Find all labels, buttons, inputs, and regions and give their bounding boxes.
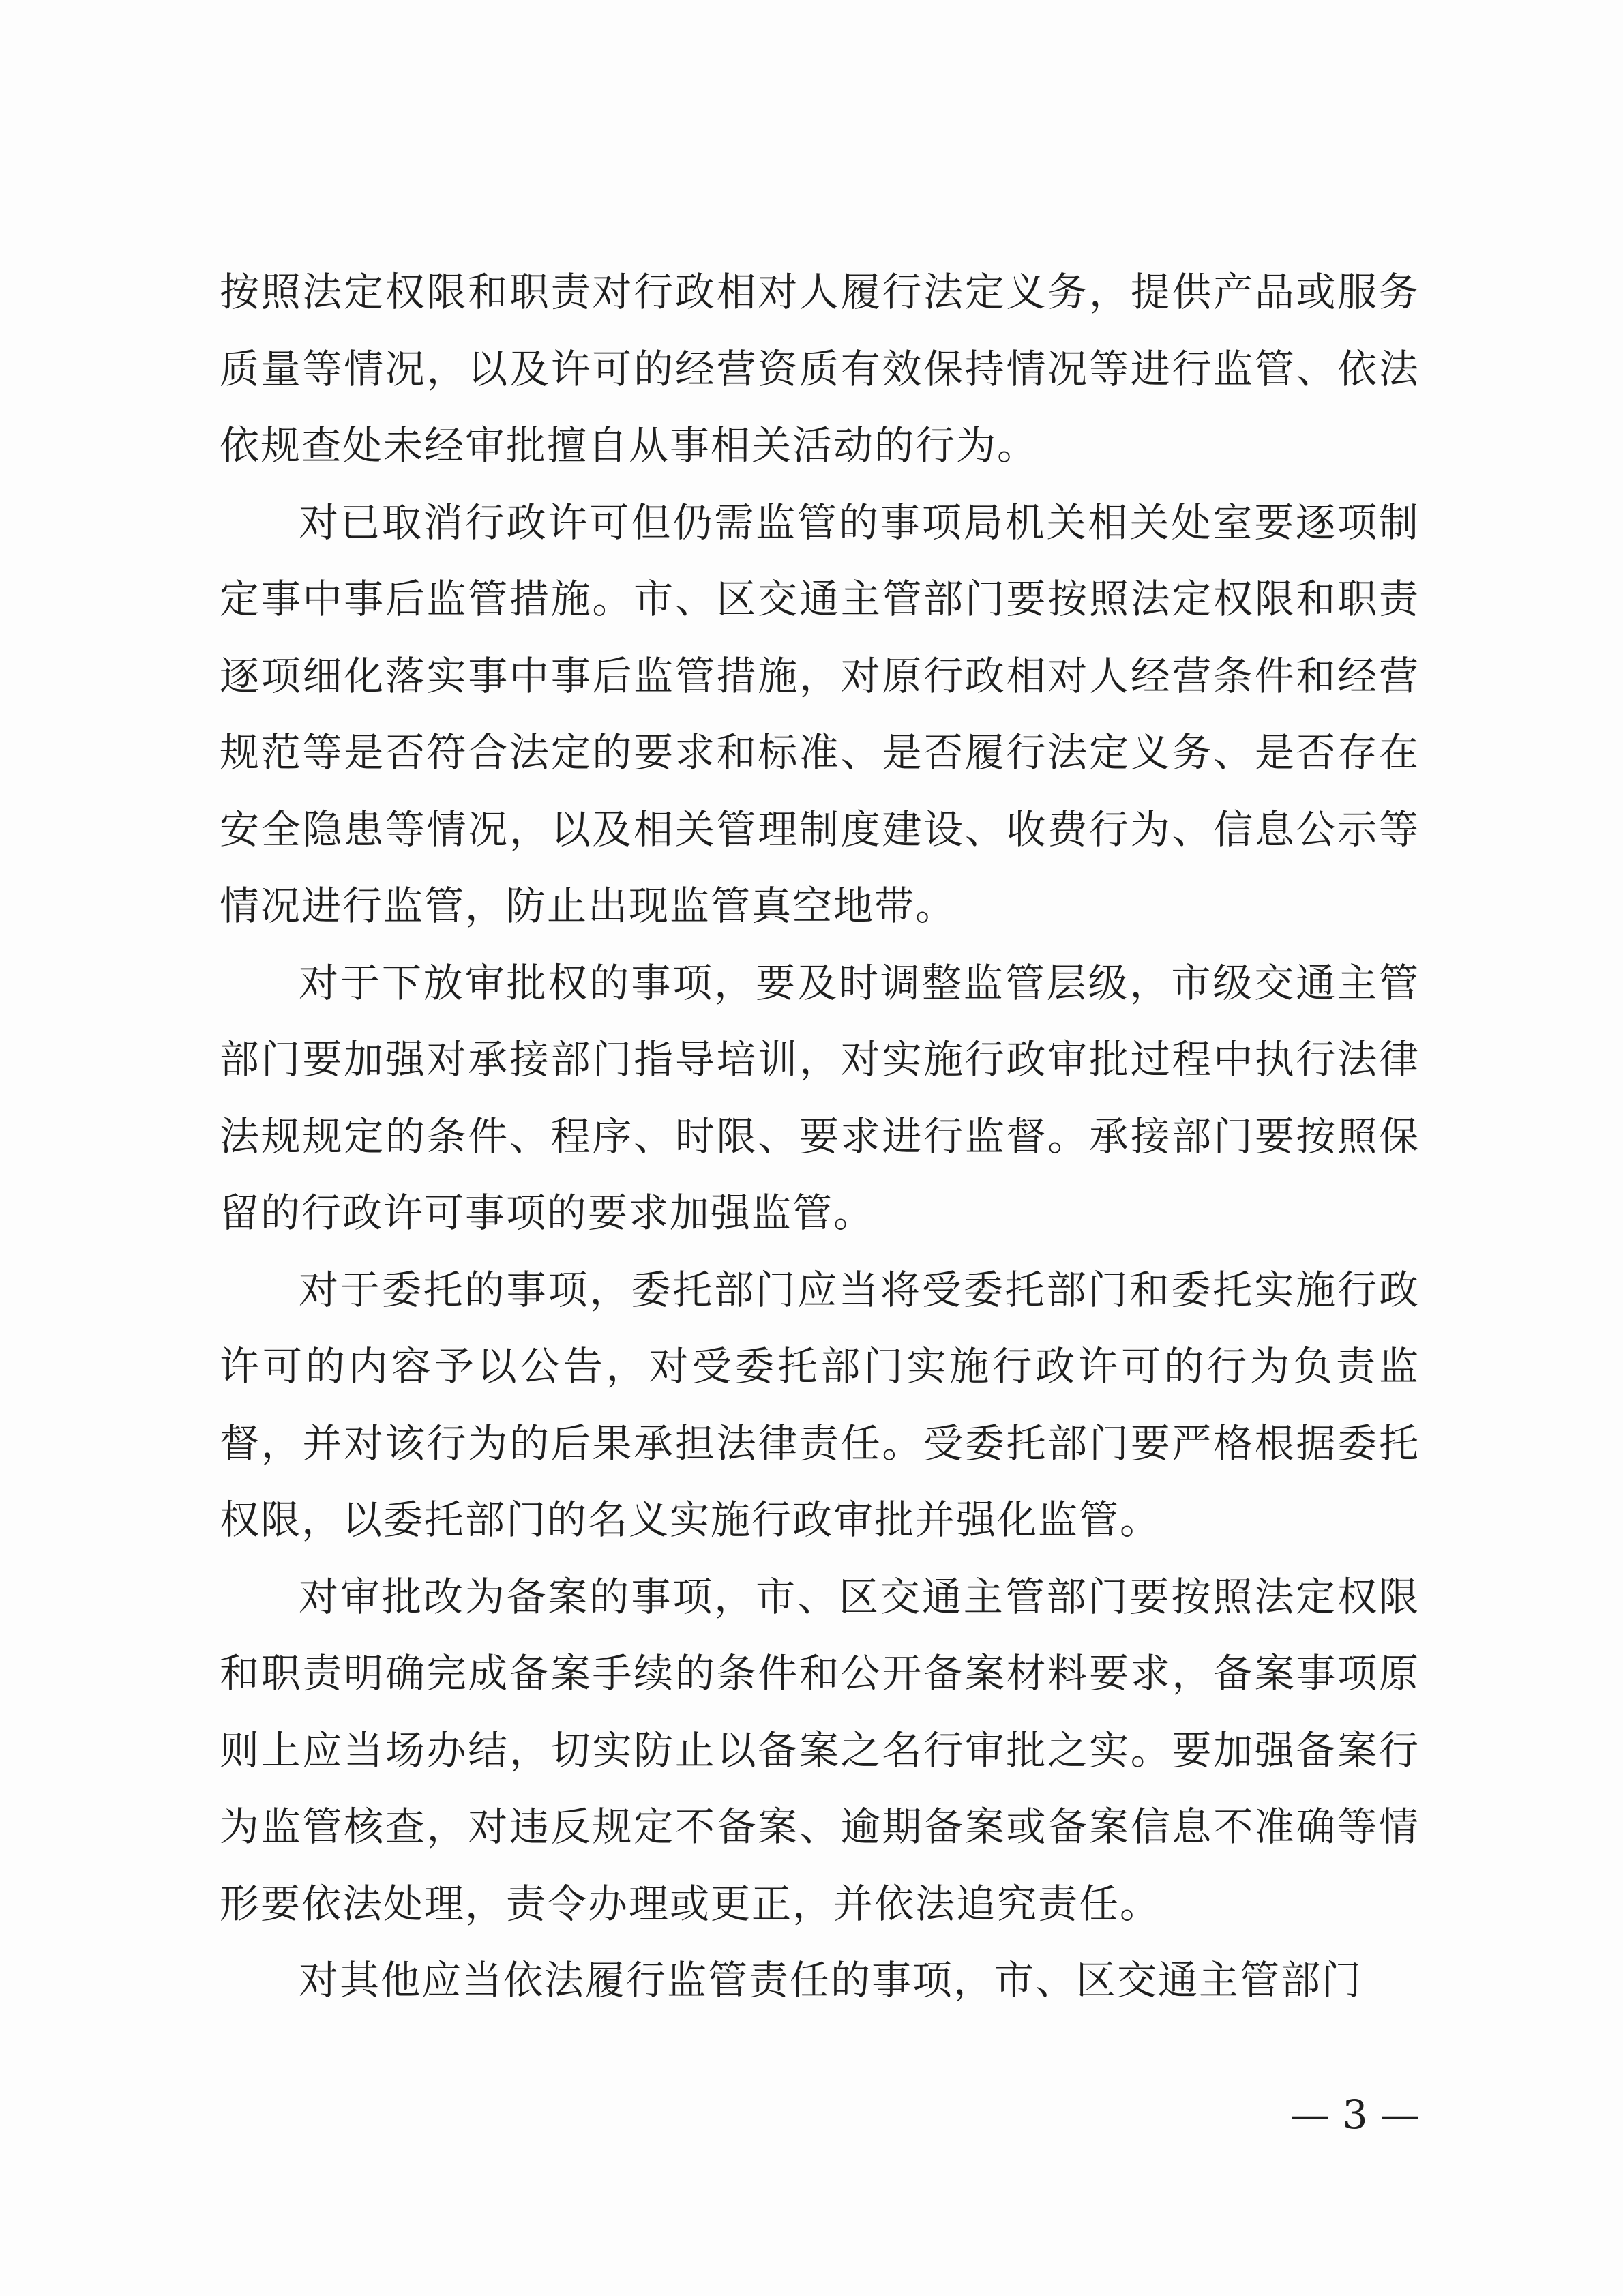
paragraph-other-matters: 对其他应当依法履行监管责任的事项，市、区交通主管部门 bbox=[299, 1957, 1363, 2003]
paragraph-entrusted-matters: 对于委托的事项，委托部门应当将受委托部门和委托实施行政许可的内容予以公告，对受委托部门实施行政许可的行为负责监督，并对该行为的后果承担法律责任。受委托部门要严格根据委托权限，以委托部门的名义实施行政审批并强化监管。 bbox=[220, 1266, 1420, 1543]
paragraph-cancelled-permits: 对已取消行政许可但仍需监管的事项局机关相关处室要逐项制定事中事后监管措施。市、区交通主管部门要按照法定权限和职责逐项细化落实事中事后监管措施，对原行政相对人经营条件和经营规范等是否符合法定的要求和标准、是否履行法定义务、是否存在安全隐患等情况，以及相关管理制度建设、收费行为、信息公示等情况进行监管，防止出现监管真空地带。 bbox=[220, 499, 1420, 929]
paragraph-filing-matters: 对审批改为备案的事项，市、区交通主管部门要按照法定权限和职责明确完成备案手续的条件和公开备案材料要求，备案事项原则上应当场办结，切实防止以备案之名行审批之实。要加强备案行为监管核查，对违反规定不备案、逾期备案或备案信息不准确等情形要依法处理，责令办理或更正，并依法追究责任。 bbox=[220, 1573, 1420, 1927]
paragraph-continuation: 按照法定权限和职责对行政相对人履行法定义务，提供产品或服务质量等情况，以及许可的经营资质有效保持情况等进行监管、依法依规查处未经审批擅自从事相关活动的行为。 bbox=[220, 269, 1420, 469]
document-body bbox=[220, 254, 1420, 2019]
page-number: — 3 — bbox=[1290, 2091, 1420, 2138]
paragraph-delegated-approval: 对于下放审批权的事项，要及时调整监管层级，市级交通主管部门要加强对承接部门指导培训，对实施行政审批过程中执行法律法规规定的条件、程序、时限、要求进行监督。承接部门要按照保留的行政许可事项的要求加强监管。 bbox=[220, 959, 1420, 1236]
